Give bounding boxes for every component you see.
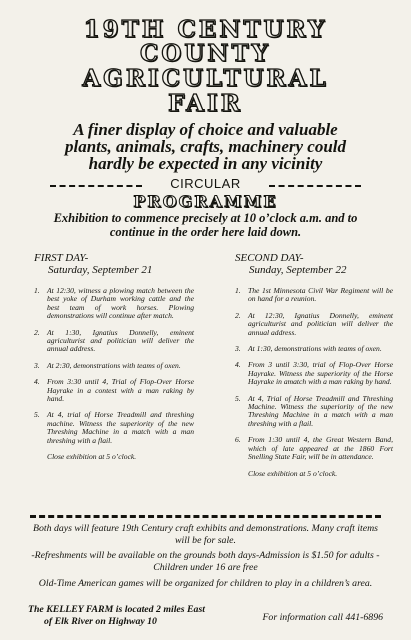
item-number: 6. xyxy=(235,435,241,445)
first-day-heading: FIRST DAY- xyxy=(34,252,89,264)
ornament-dash-right xyxy=(269,185,361,187)
item-text: From 3:30 until 4, Trial of Flop-Over Horse Hayrake in a contest with a man raking by hand. xyxy=(47,377,194,404)
first-day-column xyxy=(34,252,194,462)
item-text: At 4, Trial of Horse Treadmill and Threshing Machine. Witness the superiority of the new Threshing Machine in a match with a man threshing with a flail. xyxy=(248,393,393,428)
second-day-item xyxy=(235,395,393,429)
circular-label: CIRCULAR xyxy=(170,176,241,191)
item-number: 1. xyxy=(235,286,241,295)
second-day-item xyxy=(235,312,393,337)
item-text: At 12:30, Ignatius Donnelly, eminent agriculturist and politician will deliver the annual address. xyxy=(248,310,393,337)
item-text: At 4, trial of Horse Treadmill and threshing machine. Witness the superiority of the new Threshing Machine in a match with a man threshing with a flail. xyxy=(47,410,194,445)
item-number: 3. xyxy=(235,344,241,354)
item-number: 2. xyxy=(235,310,241,320)
item-text: At 2:30, demonstrations with teams of oxen. xyxy=(47,360,181,370)
second-day-closing: Close exhibition at 5 o’clock. xyxy=(248,468,338,478)
first-day-item xyxy=(34,287,194,321)
second-day-item xyxy=(235,436,393,461)
info-phone: For information call 441-6896 xyxy=(262,612,383,623)
footer-divider xyxy=(30,515,381,522)
item-text: At 1:30, Ignatius Donnelly, eminent agriculturist and politician will deliver the annual address. xyxy=(47,327,194,354)
title-line-4: FAIR xyxy=(168,90,243,117)
second-day-item xyxy=(235,345,393,353)
first-day-item xyxy=(34,362,194,370)
second-day-column xyxy=(235,252,393,478)
refreshments-notice: -Refreshments will be available on the grounds both days-Admission is $1.50 for adults - Children under 16 are free xyxy=(31,550,380,573)
item-text: At 1:30, demonstrations with teams of oxen. xyxy=(248,344,382,354)
item-number: 4. xyxy=(235,360,241,370)
location-line-2: of Elk River on Highway 10 xyxy=(44,615,157,627)
second-day-item xyxy=(235,361,393,386)
intro-text: Exhibition to commence precisely at 10 o’clock a.m. and to continue in the order here laid down. xyxy=(53,211,358,239)
item-number: 1. xyxy=(34,286,40,295)
first-day-item xyxy=(34,411,194,445)
item-number: 3. xyxy=(34,360,40,370)
first-day-closing: Close exhibition at 5 o’clock. xyxy=(47,452,137,462)
games-notice: Old-Time American games will be organized for children to play in a children’s area. xyxy=(38,578,373,589)
item-text: From 3 until 3:30, trial of Flop-Over Horse Hayrake. Witness the superiority of the Horse Hayrake in amatch with a man raking by hand. xyxy=(248,360,393,387)
item-text: At 12:30, witness a plowing match between the best yoke of Durham working cattle and the best team of work horses. Plowing demonstrations will continue after match. xyxy=(47,286,194,321)
first-day-item xyxy=(34,329,194,354)
subtitle: A finer display of choice and valuable plants, animals, crafts, machinery could hardly be expected in any vicinity xyxy=(65,120,346,173)
item-number: 5. xyxy=(235,393,241,403)
item-text: From 1:30 until 4, the Great Western Band, which of late appeared at the 1860 Fort Snelling State Fair, will be in attendance. xyxy=(248,435,393,462)
craft-notice: Both days will feature 19th Century craft exhibits and demonstrations. Many craft items will be for sale. xyxy=(33,523,378,546)
item-number: 2. xyxy=(34,327,40,337)
first-day-date: Saturday, September 21 xyxy=(48,264,153,276)
location-block xyxy=(28,604,208,627)
second-day-date: Sunday, September 22 xyxy=(249,264,347,276)
item-number: 5. xyxy=(34,410,40,420)
item-text: The 1st Minnesota Civil War Regiment will be on hand for a reunion. xyxy=(248,286,393,304)
second-day-item xyxy=(235,287,393,304)
title-line-1: 19TH CENTURY xyxy=(83,16,328,43)
first-day-item xyxy=(34,378,194,403)
programme-heading: PROGRAMME xyxy=(133,192,278,211)
second-day-heading: SECOND DAY- xyxy=(235,252,304,264)
title-line-2: COUNTY xyxy=(140,40,271,67)
location-line-1: The KELLEY FARM is located 2 miles East xyxy=(28,604,205,615)
item-number: 4. xyxy=(34,377,40,387)
title-line-3: AGRICULTURAL xyxy=(82,65,329,92)
